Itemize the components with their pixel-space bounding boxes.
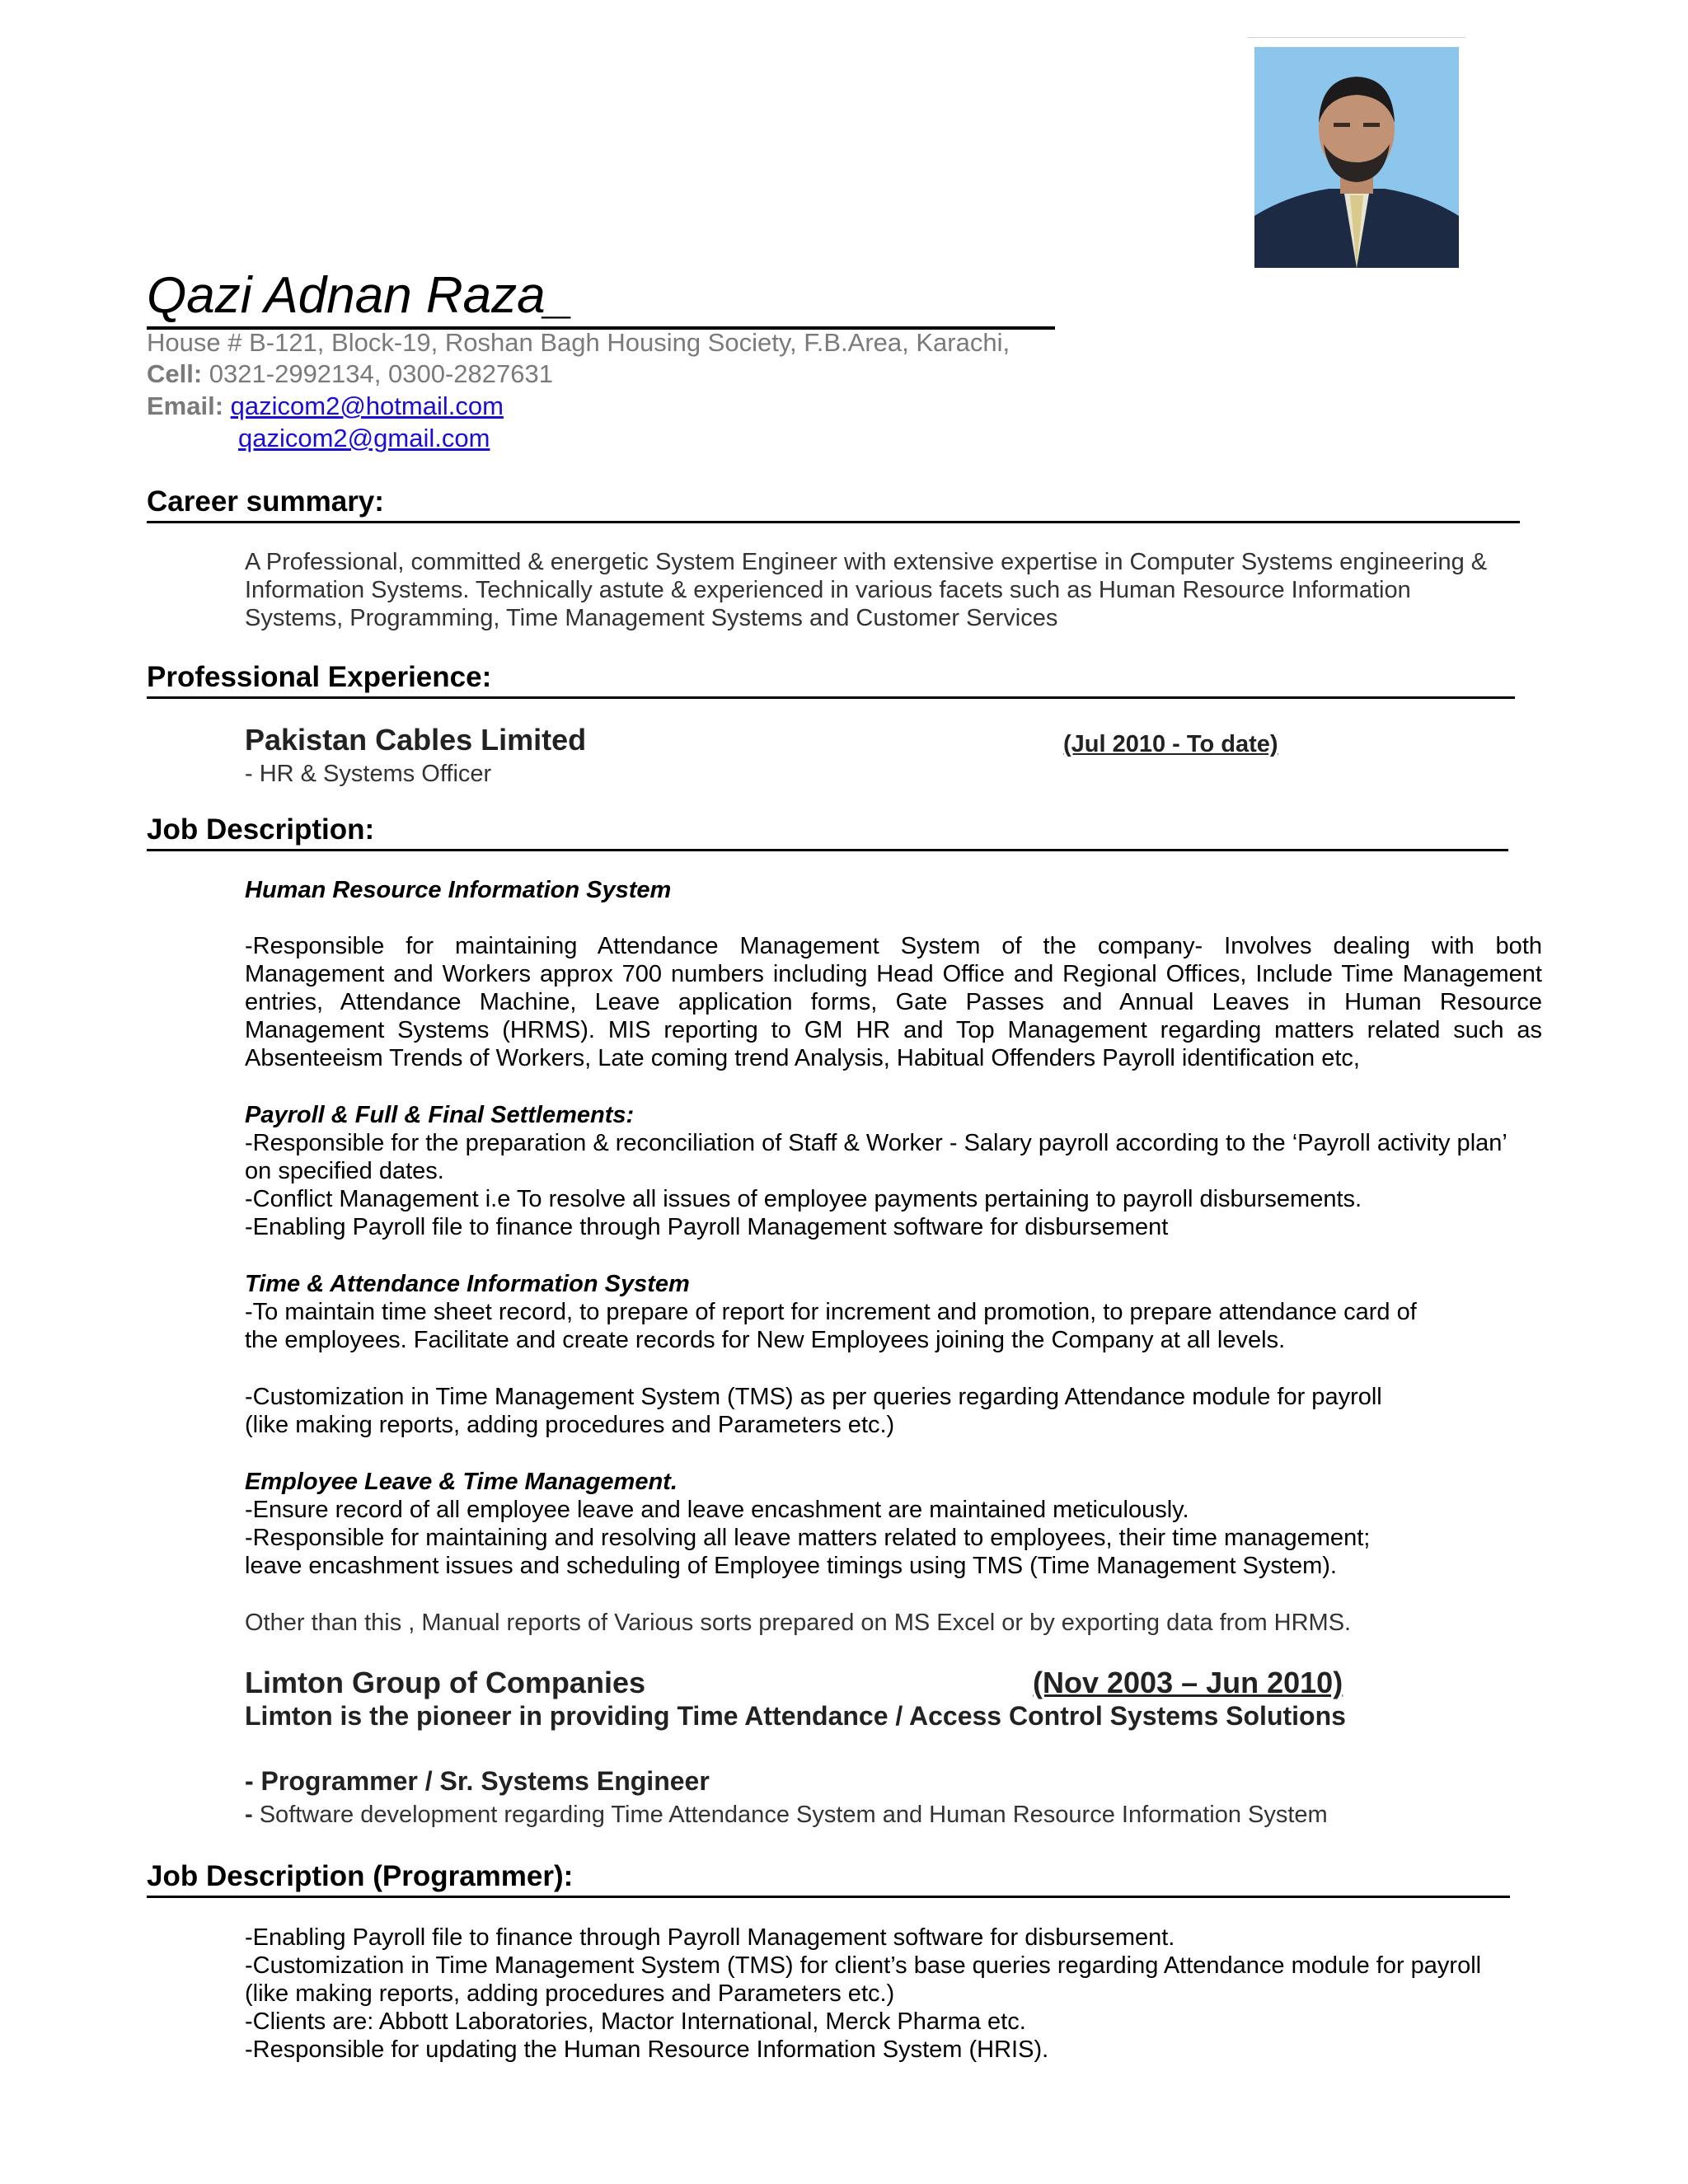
- limton-role-desc-line: [245, 1801, 1328, 1829]
- hris-line-2: Management and Workers approx 700 numbers including Head Office and Regional Offices, Include Time Management: [245, 961, 1542, 987]
- job-description-programmer-heading: Job Description (Programmer):: [147, 1858, 1510, 1898]
- time-attendance-line-2: the employees. Facilitate and create records for New Employees joining the Company at all levels.: [245, 1327, 1286, 1353]
- tms-line-1: -Customization in Time Management System (TMS) as per queries regarding Attendance module for payroll: [245, 1384, 1382, 1410]
- role-desc-dash: -: [245, 1802, 260, 1828]
- role-pakistan-cables: - HR & Systems Officer: [245, 761, 492, 787]
- cell-label: Cell:: [147, 359, 203, 388]
- payroll-line-3: -Conflict Management i.e To resolve all issues of employee payments pertaining to payroll disbursements.: [245, 1186, 1362, 1212]
- leave-line-1: -Ensure record of all employee leave and leave encashment are maintained meticulously.: [245, 1497, 1189, 1523]
- cell-line: [147, 359, 553, 390]
- email-line-2: [238, 423, 490, 454]
- time-attendance-title: Time & Attendance Information System: [245, 1271, 690, 1297]
- other-note: Other than this , Manual reports of Various sorts prepared on MS Excel or by exporting data from HRMS.: [245, 1610, 1352, 1636]
- cell-value: 0321-2992134, 0300-2827631: [202, 359, 553, 388]
- programmer-line-4: -Clients are: Abbott Laboratories, Mactor International, Merck Pharma etc.: [245, 2008, 1026, 2035]
- time-attendance-line-1: -To maintain time sheet record, to prepare of report for increment and promotion, to prepare attendance card of: [245, 1299, 1417, 1325]
- payroll-line-2: on specified dates.: [245, 1158, 444, 1184]
- email-link-gmail[interactable]: qazicom2@gmail.com: [238, 424, 490, 452]
- career-summary-line-2: Information Systems. Technically astute & experienced in various facets such as Human Resource Information: [245, 577, 1411, 603]
- hris-line-4: Management Systems (HRMS). MIS reporting to GM HR and Top Management regarding matters related such as: [245, 1017, 1542, 1043]
- email-line: [147, 391, 504, 422]
- career-summary-line-1: A Professional, committed & energetic System Engineer with extensive expertise in Computer Systems engineering &: [245, 549, 1488, 575]
- hris-line-1: -Responsible for maintaining Attendance Management System of the company- Involves dealing with both: [245, 933, 1542, 959]
- company-pakistan-cables: Pakistan Cables Limited: [245, 723, 587, 757]
- payroll-line-4: -Enabling Payroll file to finance through Payroll Management software for disbursement: [245, 1214, 1169, 1240]
- job-description-heading: Job Description:: [147, 811, 1508, 851]
- limton-role-desc: Software development regarding Time Attendance System and Human Resource Information System: [259, 1802, 1328, 1828]
- candidate-name: Qazi Adnan Raza_: [147, 265, 1055, 330]
- programmer-line-1: -Enabling Payroll file to finance through Payroll Management software for disbursement.: [245, 1924, 1175, 1951]
- limton-tagline: Limton is the pioneer in providing Time Attendance / Access Control Systems Solutions: [245, 1701, 1346, 1731]
- leave-line-2: -Responsible for maintaining and resolving all leave matters related to employees, their time management;: [245, 1525, 1371, 1551]
- date-pakistan-cables: (Jul 2010 - To date): [1063, 731, 1278, 757]
- hris-line-3: entries, Attendance Machine, Leave application forms, Gate Passes and Annual Leaves in Human Resource: [245, 989, 1542, 1015]
- programmer-line-3: (like making reports, adding procedures and Parameters etc.): [245, 1980, 895, 2007]
- programmer-line-5: -Responsible for updating the Human Resource Information System (HRIS).: [245, 2036, 1049, 2063]
- leave-line-3: leave encashment issues and scheduling of Employee timings using TMS (Time Management System).: [245, 1553, 1337, 1579]
- company-limton: Limton Group of Companies: [245, 1666, 645, 1699]
- photo-top-rule: [1248, 37, 1465, 38]
- payroll-line-1: -Responsible for the preparation & reconciliation of Staff & Worker - Salary payroll according to the ‘Payroll activity plan’: [245, 1130, 1507, 1156]
- hris-line-5: Absenteeism Trends of Workers, Late coming trend Analysis, Habitual Offenders Payroll identification etc,: [245, 1045, 1360, 1071]
- career-summary-heading: Career summary:: [147, 483, 1520, 523]
- leave-title: Employee Leave & Time Management.: [245, 1469, 678, 1495]
- tms-line-2: (like making reports, adding procedures and Parameters etc.): [245, 1412, 895, 1438]
- email-link-hotmail[interactable]: qazicom2@hotmail.com: [230, 391, 504, 420]
- professional-experience-heading: Professional Experience:: [147, 658, 1515, 699]
- email-label: Email:: [147, 391, 224, 420]
- programmer-line-2: -Customization in Time Management System (TMS) for client’s base queries regarding Attendance module for payroll: [245, 1952, 1482, 1979]
- hris-title: Human Resource Information System: [245, 877, 672, 903]
- date-limton: (Nov 2003 – Jun 2010): [1033, 1666, 1343, 1699]
- career-summary-line-3: Systems, Programming, Time Management Systems and Customer Services: [245, 605, 1058, 631]
- limton-role: - Programmer / Sr. Systems Engineer: [245, 1766, 710, 1796]
- address: House # B-121, Block-19, Roshan Bagh Housing Society, F.B.Area, Karachi,: [147, 328, 1010, 357]
- payroll-title: Payroll & Full & Final Settlements:: [245, 1102, 635, 1128]
- profile-photo: [1254, 47, 1459, 268]
